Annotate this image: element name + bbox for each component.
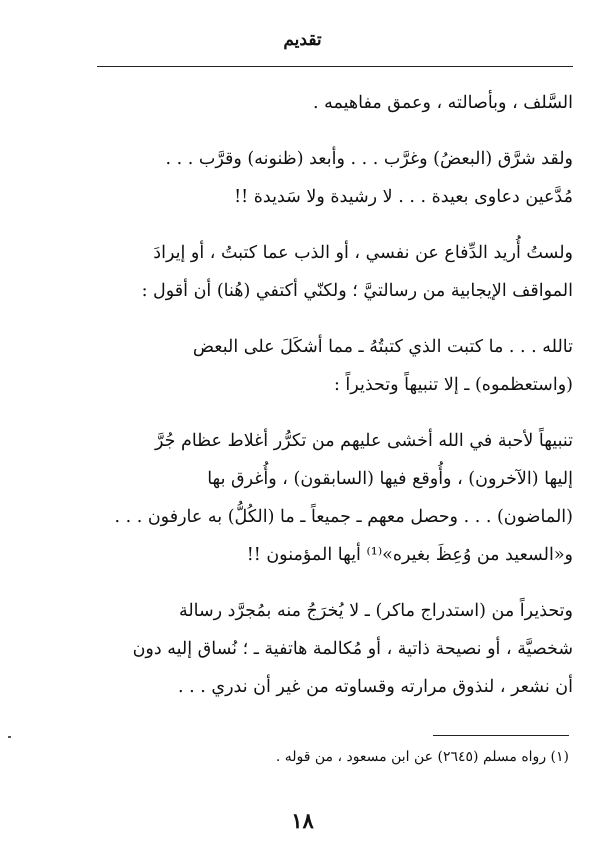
text-line: تالله . . . ما كتبت الذي كتبتُهُ ـ مما أشكَلَ على البعض	[192, 337, 573, 357]
paragraph-4	[33, 328, 573, 404]
paragraph-2	[33, 140, 573, 216]
text-line: (واستعظموه) ـ إلا تنبيهاً وتحذيراً :	[333, 375, 573, 395]
paragraph-1	[33, 84, 573, 122]
footnote: (١) رواه مسلم (٢٦٤٥) عن ابن مسعود ، من قوله .	[275, 749, 569, 765]
paragraph-5	[33, 422, 573, 574]
scan-mark	[8, 736, 11, 738]
text-line: و«السعيد من وُعِظَ بغيره»⁽¹⁾ أيها المؤمنون !!	[246, 545, 573, 565]
text-line: تنبيهاً لأحبة في الله أخشى عليهم من تكرُّر أغلاط عظام جُرَّ	[154, 431, 573, 451]
text-line: المواقف الإيجابية من رسالتيَّ ؛ ولكنّي أكتفي (هُنا) أن أقول :	[141, 281, 573, 301]
running-header: تقديم	[283, 30, 322, 50]
text-line: أن نشعر ، لنذوق مرارته وقساوته من غير أن ندري . . .	[178, 677, 573, 697]
page-number: ١٨	[291, 808, 314, 833]
text-line: السَّلف ، وبأصالته ، وعمق مفاهيمه .	[313, 93, 573, 113]
text-line: (الماضون) . . . وحصل معهم ـ جميعاً ـ ما (الكُلُّ) به عارفون . . .	[114, 507, 573, 527]
paragraph-6	[33, 592, 573, 706]
header-rule	[97, 66, 573, 67]
text-line: ولقد شرَّق (البعضُ) وغرَّب . . . وأبعد (ظنونه) وقرَّب . . .	[165, 149, 573, 169]
text-line: مُدَّعين دعاوى بعيدة . . . لا رشيدة ولا سَديدة !!	[234, 187, 573, 207]
text-line: إليها (الآخرون) ، وأُوقع فيها (السابقون) ، وأُغرق بها	[207, 469, 573, 489]
footnote-rule	[433, 735, 569, 736]
body-text	[33, 84, 573, 724]
text-line: شخصيَّة ، أو نصيحة ذاتية ، أو مُكالمة هاتفية ـ ؛ نُساق إليه دون	[132, 639, 573, 659]
paragraph-3	[33, 234, 573, 310]
text-line: وتحذيراً من (استدراج ماكر) ـ لا يُخرَجُ منه بمُجرَّد رسالة	[178, 601, 573, 621]
text-line: ولستُ أُريد الدِّفاع عن نفسي ، أو الذب عما كتبتُ ، أو إيرادَ	[153, 243, 573, 263]
